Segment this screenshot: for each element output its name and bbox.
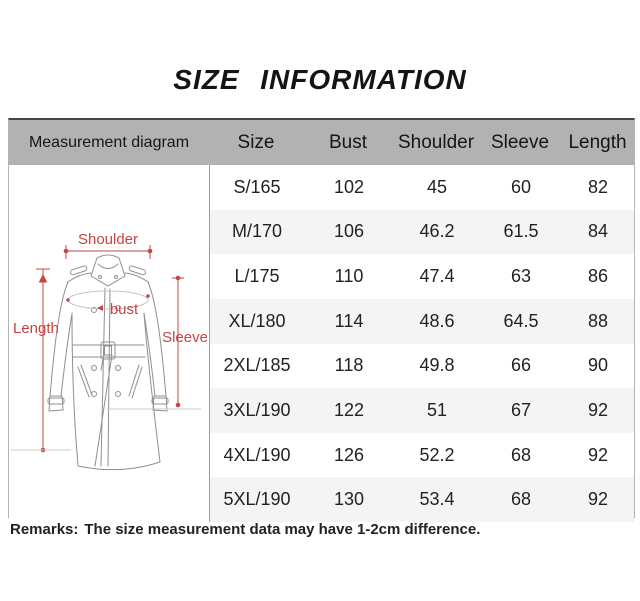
cell-size: S/165: [233, 176, 281, 197]
column-header-measurement-diagram: Measurement diagram: [28, 133, 190, 151]
sleeve-label: Sleeve: [162, 329, 207, 346]
cell-size: 5XL/190: [223, 489, 291, 510]
cell-bust: 106: [333, 221, 365, 242]
cell-bust: 118: [334, 355, 364, 376]
cell-shoulder: 52.2: [419, 444, 455, 465]
column-header-length: Length: [568, 131, 627, 153]
cell-size: XL/180: [228, 310, 286, 331]
cell-bust: 130: [333, 489, 365, 510]
cell-length: 92: [587, 399, 609, 420]
cell-length: 88: [587, 310, 609, 331]
column-header-bust: Bust: [328, 131, 368, 153]
remarks-label: Remarks:: [10, 521, 79, 538]
cell-sleeve: 61.5: [503, 221, 539, 242]
cell-size: 3XL/190: [223, 399, 291, 420]
cell-shoulder: 51: [426, 399, 448, 420]
length-arrow-line: [36, 269, 50, 452]
size-rows: [210, 165, 634, 522]
cell-length: 92: [587, 444, 609, 465]
shoulder-label: Shoulder: [77, 231, 139, 248]
table-row: [210, 299, 634, 344]
cell-bust: 126: [333, 444, 365, 465]
column-header-size: Size: [237, 131, 275, 153]
length-label: Length: [13, 320, 59, 337]
cell-length: 82: [587, 176, 609, 197]
cell-bust: 122: [333, 399, 365, 420]
cell-sleeve: 68: [510, 444, 532, 465]
remarks-text: The size measurement data may have 1-2cm difference.: [84, 521, 481, 538]
cell-sleeve: 63: [510, 266, 532, 287]
table-row: [210, 165, 634, 210]
coat-outline: [48, 255, 168, 470]
table-row: [210, 210, 634, 255]
size-table: [8, 118, 635, 518]
table-row: [210, 388, 634, 433]
cell-length: 90: [587, 355, 609, 376]
table-row: [210, 433, 634, 478]
cell-size: M/170: [231, 221, 283, 242]
table-header-row: [9, 120, 634, 165]
remarks: [10, 521, 480, 538]
cell-shoulder: 48.6: [419, 310, 455, 331]
table-row: [210, 254, 634, 299]
cell-sleeve: 67: [510, 399, 532, 420]
coat-measurement-drawing: [9, 165, 207, 517]
measurement-diagram: [9, 165, 210, 522]
table-body: [9, 165, 634, 522]
bust-label: bust: [109, 301, 139, 318]
column-header-sleeve: Sleeve: [490, 131, 550, 153]
table-row: [210, 344, 634, 389]
column-header-shoulder: Shoulder: [397, 131, 475, 153]
table-row: [210, 477, 634, 522]
cell-length: 92: [587, 489, 609, 510]
page-title: SIZE INFORMATION: [173, 64, 467, 95]
cell-sleeve: 66: [510, 355, 532, 376]
cell-bust: 114: [334, 310, 364, 331]
cell-size: 2XL/185: [223, 355, 291, 376]
cell-shoulder: 49.8: [419, 355, 455, 376]
cell-length: 84: [587, 221, 609, 242]
cell-shoulder: 53.4: [419, 489, 455, 510]
cell-sleeve: 68: [510, 489, 532, 510]
cell-sleeve: 64.5: [503, 310, 539, 331]
cell-shoulder: 46.2: [419, 221, 455, 242]
cell-shoulder: 45: [426, 176, 448, 197]
cell-sleeve: 60: [510, 176, 532, 197]
cell-bust: 110: [334, 266, 364, 287]
cell-shoulder: 47.4: [419, 266, 455, 287]
cell-size: L/175: [234, 266, 280, 287]
cell-bust: 102: [333, 176, 365, 197]
cell-length: 86: [587, 266, 609, 287]
cell-size: 4XL/190: [223, 444, 291, 465]
